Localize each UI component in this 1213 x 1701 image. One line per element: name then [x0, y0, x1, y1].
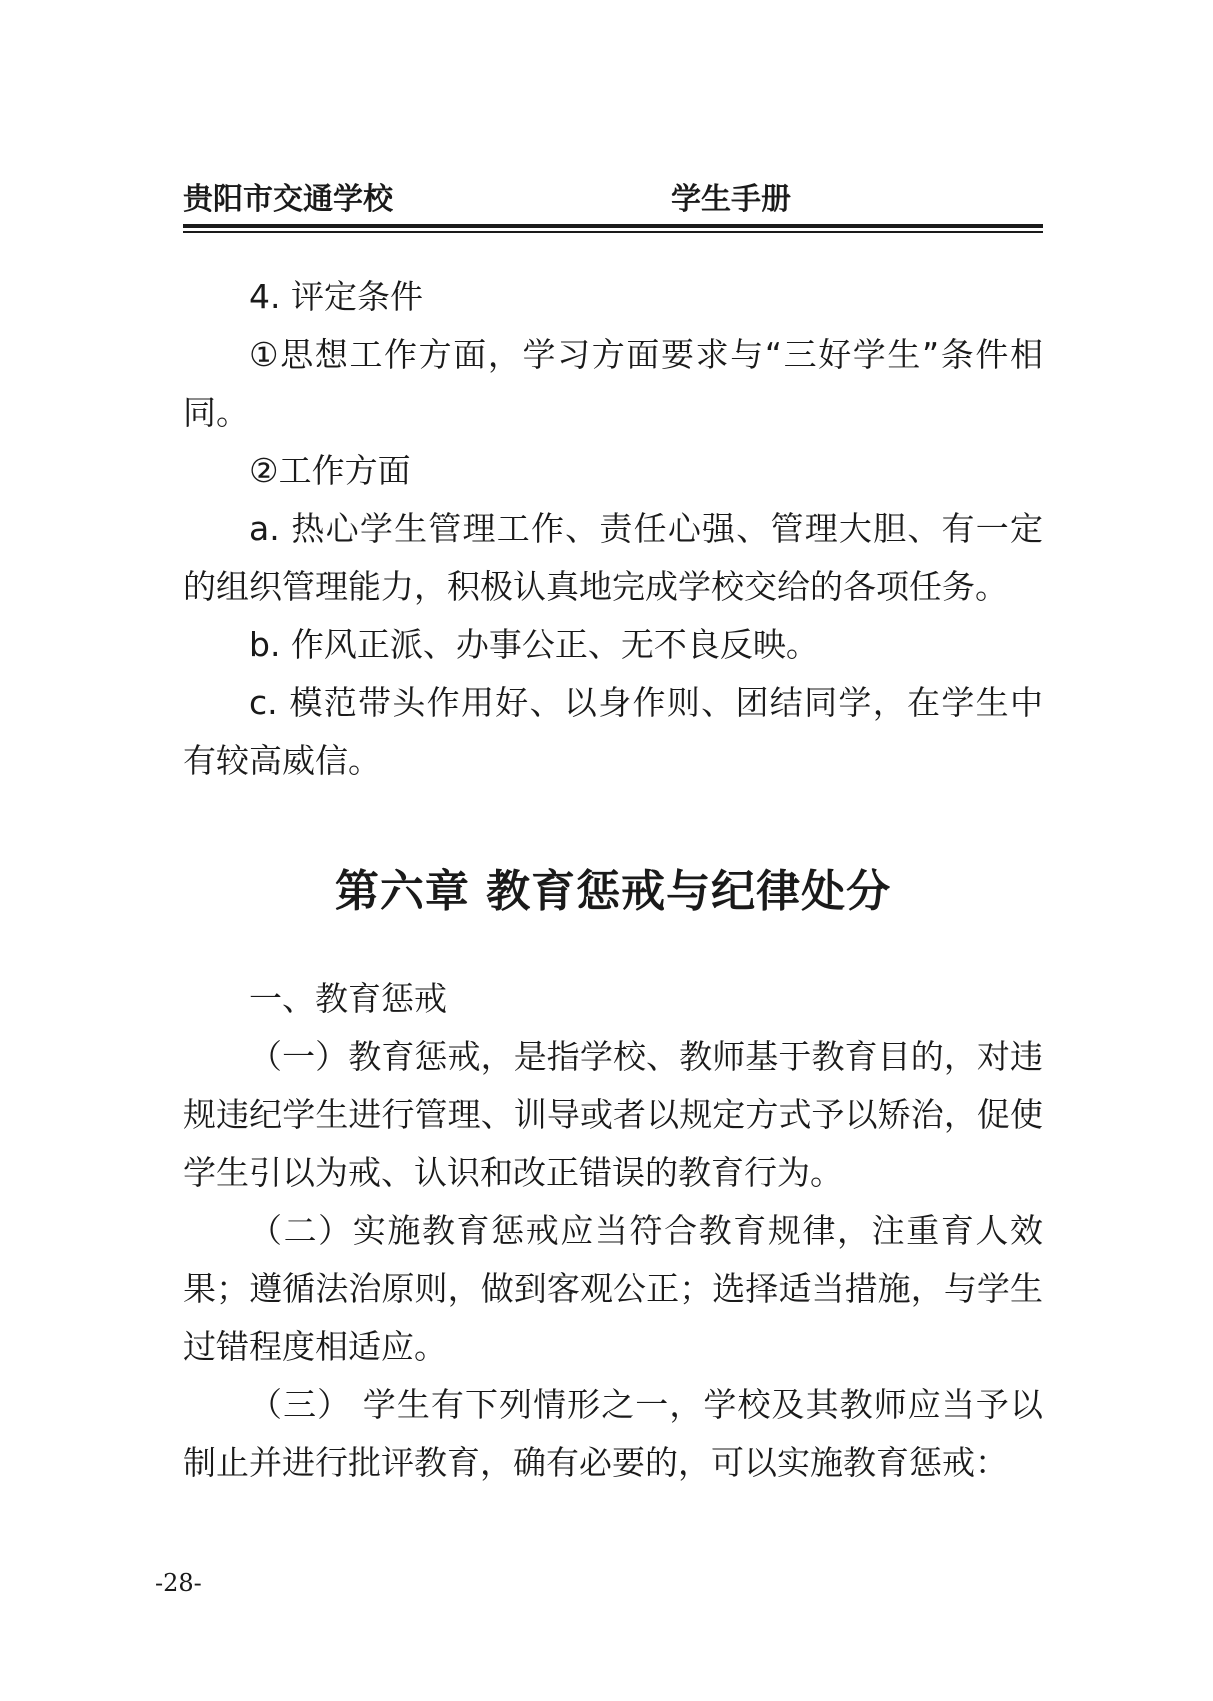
- header-rule-thick: [183, 224, 1043, 228]
- page-number: -28-: [155, 1569, 202, 1597]
- page-header: [183, 180, 1043, 220]
- paragraph-item-b: b. 作风正派、办事公正、无不良反映。: [249, 625, 819, 664]
- paragraph-clause-2: （二）实施教育惩戒应当符合教育规律，注重育人效果；遵循法治原则，做到客观公正；选择适当措施，与学生过错程度相适应。: [183, 1211, 1043, 1366]
- section-bottom: [183, 970, 1043, 1492]
- paragraph-item-a: a. 热心学生管理工作、责任心强、管理大胆、有一定的组织管理能力，积极认真地完成学校交给的各项任务。: [183, 509, 1043, 606]
- header-handbook-title: 学生手册: [671, 182, 791, 217]
- section-top: [183, 268, 1043, 790]
- paragraph-section-heading: 一、教育惩戒: [249, 979, 447, 1018]
- paragraph-clause-1: （一）教育惩戒，是指学校、教师基于教育目的，对违规违纪学生进行管理、训导或者以规定方式予以矫治，促使学生引以为戒、认识和改正错误的教育行为。: [183, 1037, 1043, 1192]
- chapter-title: 第六章 教育惩戒与纪律处分: [334, 866, 892, 917]
- paragraph-criteria-heading: 4. 评定条件: [249, 277, 423, 316]
- paragraph-ideology: ①思想工作方面，学习方面要求与“三好学生”条件相同。: [183, 335, 1043, 432]
- paragraph-clause-3: （三） 学生有下列情形之一，学校及其教师应当予以制止并进行批评教育，确有必要的，可以实施教育惩戒：: [183, 1385, 1043, 1482]
- header-rule-thin: [183, 231, 1043, 233]
- header-school-name: 贵阳市交通学校: [183, 182, 393, 217]
- paragraph-item-c: c. 模范带头作用好、以身作则、团结同学，在学生中有较高威信。: [183, 683, 1043, 780]
- paragraph-work-heading: ②工作方面: [249, 451, 411, 490]
